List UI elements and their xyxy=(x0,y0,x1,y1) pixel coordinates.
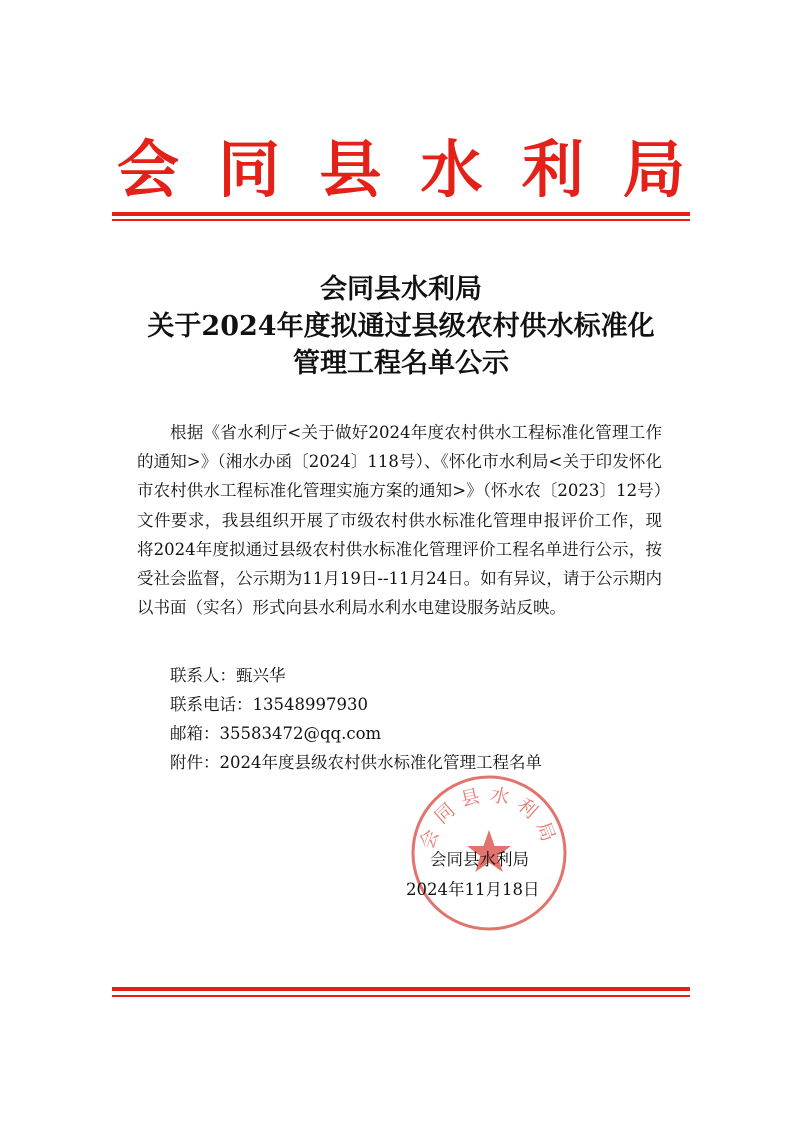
bottom-rule-thick xyxy=(112,987,690,991)
attachment-note: 附件：2024年度县级农村供水标准化管理工程名单 xyxy=(170,753,542,772)
body-paragraph: 根据《省水利厅<关于做好2024年度农村供水工程标准化管理工作的通知>》（湘水办函〔2024〕118号）、《怀化市水利局<关于印发怀化市农村供水工程标准化管理实施方案的通知>》（怀水农〔2023〕12号）文件要求，我县组织开展了市级农村供水标准化管理申报评价工作，现将2024年度拟通过县级农村供水标准化管理评价工程名单进行公示，按受社会监督，公示期为11月19日--11月24日。如有异议，请于公示期内以书面（实名）形式向县水利局水利水电建设服务站反映。 xyxy=(137,423,662,618)
seal-text: 会同县水利局 xyxy=(415,783,563,853)
contact-phone: 联系电话：13548997930 xyxy=(170,695,368,714)
letterhead-char: 局 xyxy=(622,133,685,206)
letterhead-char: 利 xyxy=(521,133,584,206)
contact-person: 联系人：甄兴华 xyxy=(170,666,286,685)
signature-date: 2024年11月18日 xyxy=(406,880,540,899)
letterhead-char: 水 xyxy=(420,133,483,206)
letterhead-char: 同 xyxy=(218,133,281,206)
title-line-1: 会同县水利局 xyxy=(320,274,482,305)
letterhead-char: 会 xyxy=(116,133,179,206)
contact-email: 邮箱：35583472@qq.com xyxy=(170,724,382,743)
title-line-2: 关于2024年度拟通过县级农村供水标准化 xyxy=(147,311,655,342)
title-line-3: 管理工程名单公示 xyxy=(293,348,509,379)
signature-org: 会同县水利局 xyxy=(430,850,529,869)
letterhead-char: 县 xyxy=(319,133,382,206)
bottom-rule-thin xyxy=(112,995,690,997)
top-rule-thick xyxy=(112,212,690,216)
top-rule-thin xyxy=(112,219,690,221)
letterhead xyxy=(112,130,690,210)
